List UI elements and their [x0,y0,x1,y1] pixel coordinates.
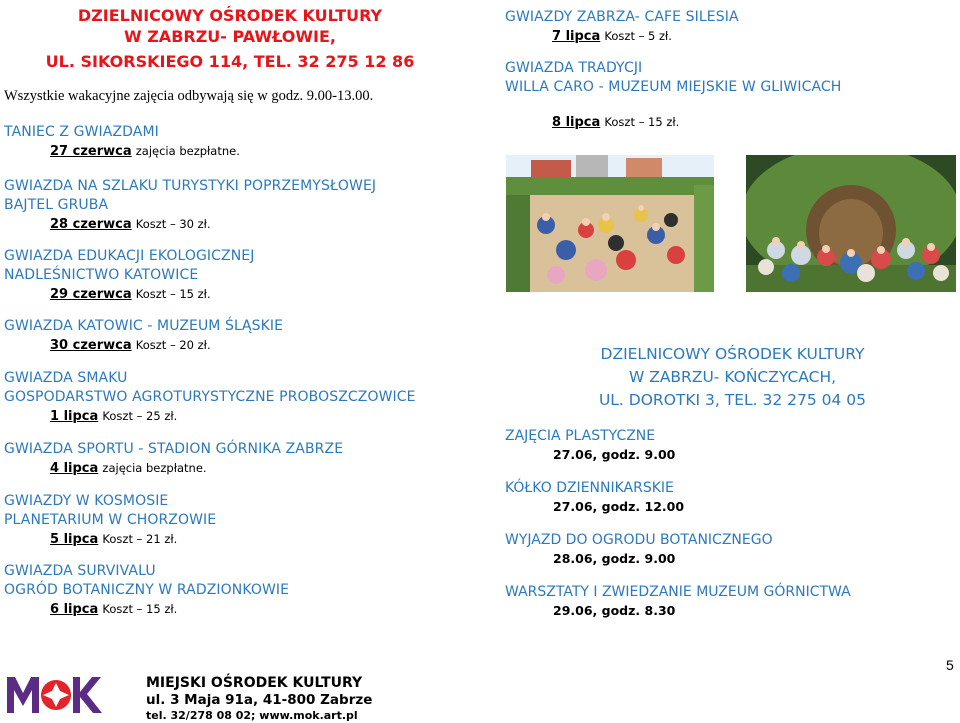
event-cost: zajęcia bezpłatne. [135,144,240,158]
event-subtitle: NADLEŚNICTWO KATOWICE [4,267,199,283]
right-header-line3: UL. DOROTKI 3, TEL. 32 275 04 05 [598,391,867,409]
event-cost: Koszt – 15 zł. [604,115,680,129]
left-header-line2: W ZABRZU- PAWŁOWIE, [123,27,336,46]
event-date-line [552,113,841,132]
event-date: 6 lipca [50,602,99,617]
photo-children-sandbox [506,155,714,292]
right-header-line2: W ZABRZU- KOŃCZYCACH, [628,368,837,386]
right-header-line1: DZIELNICOWY OŚRODEK KULTURY [600,345,865,363]
left-event-6 [4,440,343,478]
event-title: GWIAZDA TRADYCJI [505,60,643,76]
activity-time: 28.06, godz. 9.00 [553,551,676,566]
event-title: GWIAZDY ZABRZA- CAFE SILESIA [505,9,739,25]
event-date-line [50,215,376,234]
right-activity-1 [505,427,675,464]
left-header-line3: UL. SIKORSKIEGO 114, TEL. 32 275 12 86 [45,52,415,71]
event-date-line [50,285,254,304]
page-number: 5 [946,657,954,673]
activity-title: ZAJĘCIA PLASTYCZNE [505,428,656,444]
event-title: GWIAZDA SURVIVALU [4,563,156,579]
left-event-1 [4,123,240,161]
event-cost: Koszt – 5 zł. [604,29,672,43]
mok-logo-icon [7,677,103,713]
event-date-line [50,336,283,355]
left-event-4 [4,317,283,355]
footer-contact-block [146,675,372,723]
activity-title: WYJAZD DO OGRODU BOTANICZNEGO [505,532,773,548]
event-subtitle: OGRÓD BOTANICZNY W RADZIONKOWIE [4,582,290,598]
event-date: 8 lipca [552,115,601,130]
activity-title: KÓŁKO DZIENNIKARSKIE [505,480,674,496]
event-date: 29 czerwca [50,287,132,302]
right-activity-3 [505,531,773,568]
mok-logo [7,677,103,713]
event-cost: Koszt – 15 zł. [135,287,211,301]
footer-contact: tel. 32/278 08 02; www.mok.art.pl [146,709,358,722]
event-date: 28 czerwca [50,217,132,232]
right-activity-2 [505,479,684,516]
footer-org-name: MIEJSKI OŚRODEK KULTURY [146,675,363,691]
event-cost: Koszt – 30 zł. [135,217,211,231]
event-cost: Koszt – 21 zł. [102,532,178,546]
photo-sandbox-image [506,155,714,292]
event-date: 27 czerwca [50,144,132,159]
activity-time: 29.06, godz. 8.30 [553,603,676,618]
activity-time: 27.06, godz. 9.00 [553,447,676,462]
event-date-line [552,27,739,46]
event-date-line [50,407,416,426]
right-center-header [505,343,960,412]
event-title: GWIAZDA SMAKU [4,370,128,386]
photo-group-image [746,155,956,292]
event-title: GWIAZDA SPORTU - STADION GÓRNIKA ZABRZE [4,441,344,457]
event-cost: Koszt – 20 zł. [135,338,211,352]
event-cost: zajęcia bezpłatne. [102,461,207,475]
event-title: GWIAZDA EDUKACJI EKOLOGICZNEJ [4,248,255,264]
left-event-3 [4,247,254,304]
event-subtitle: PLANETARIUM W CHORZOWIE [4,512,217,528]
event-date: 4 lipca [50,461,99,476]
right-event-1 [505,8,739,46]
event-date: 7 lipca [552,29,601,44]
event-title: GWIAZDA NA SZLAKU TURYSTYKI POPRZEMYSŁOWEJ [4,178,377,194]
event-date: 5 lipca [50,532,99,547]
event-title: GWIAZDA KATOWIC - MUZEUM ŚLĄSKIE [4,318,284,334]
event-title: TANIEC Z GWIAZDAMI [4,124,159,140]
event-title: GWIAZDY W KOSMOSIE [4,493,169,509]
event-cost: Koszt – 25 zł. [102,409,178,423]
event-subtitle: WILLA CARO - MUZEUM MIEJSKIE W GLIWICACH [505,79,842,95]
event-date-line [50,530,216,549]
right-event-2 [505,59,841,132]
left-header-line1: DZIELNICOWY OŚRODEK KULTURY [77,6,383,25]
event-date: 1 lipca [50,409,99,424]
event-subtitle: GOSPODARSTWO AGROTURYSTYCZNE PROBOSZCZOWICE [4,389,416,405]
event-subtitle: BAJTEL GRUBA [4,197,109,213]
event-date: 30 czerwca [50,338,132,353]
left-event-8 [4,562,289,619]
event-cost: Koszt – 15 zł. [102,602,178,616]
event-date-line [50,142,240,161]
left-event-2 [4,177,376,234]
footer-address: ul. 3 Maja 91a, 41-800 Zabrze [146,692,373,708]
activity-time: 27.06, godz. 12.00 [553,499,685,514]
left-center-header [0,5,460,72]
event-date-line [50,459,343,478]
activity-title: WARSZTATY I ZWIEDZANIE MUZEUM GÓRNICTWA [505,584,851,600]
right-activity-4 [505,583,851,620]
photo-group-garden [746,155,956,292]
left-note: Wszystkie wakacyjne zajęcia odbywają się w godz. 9.00-13.00. [4,88,374,104]
left-event-5 [4,369,416,426]
event-date-line [50,600,289,619]
left-event-7 [4,492,216,549]
